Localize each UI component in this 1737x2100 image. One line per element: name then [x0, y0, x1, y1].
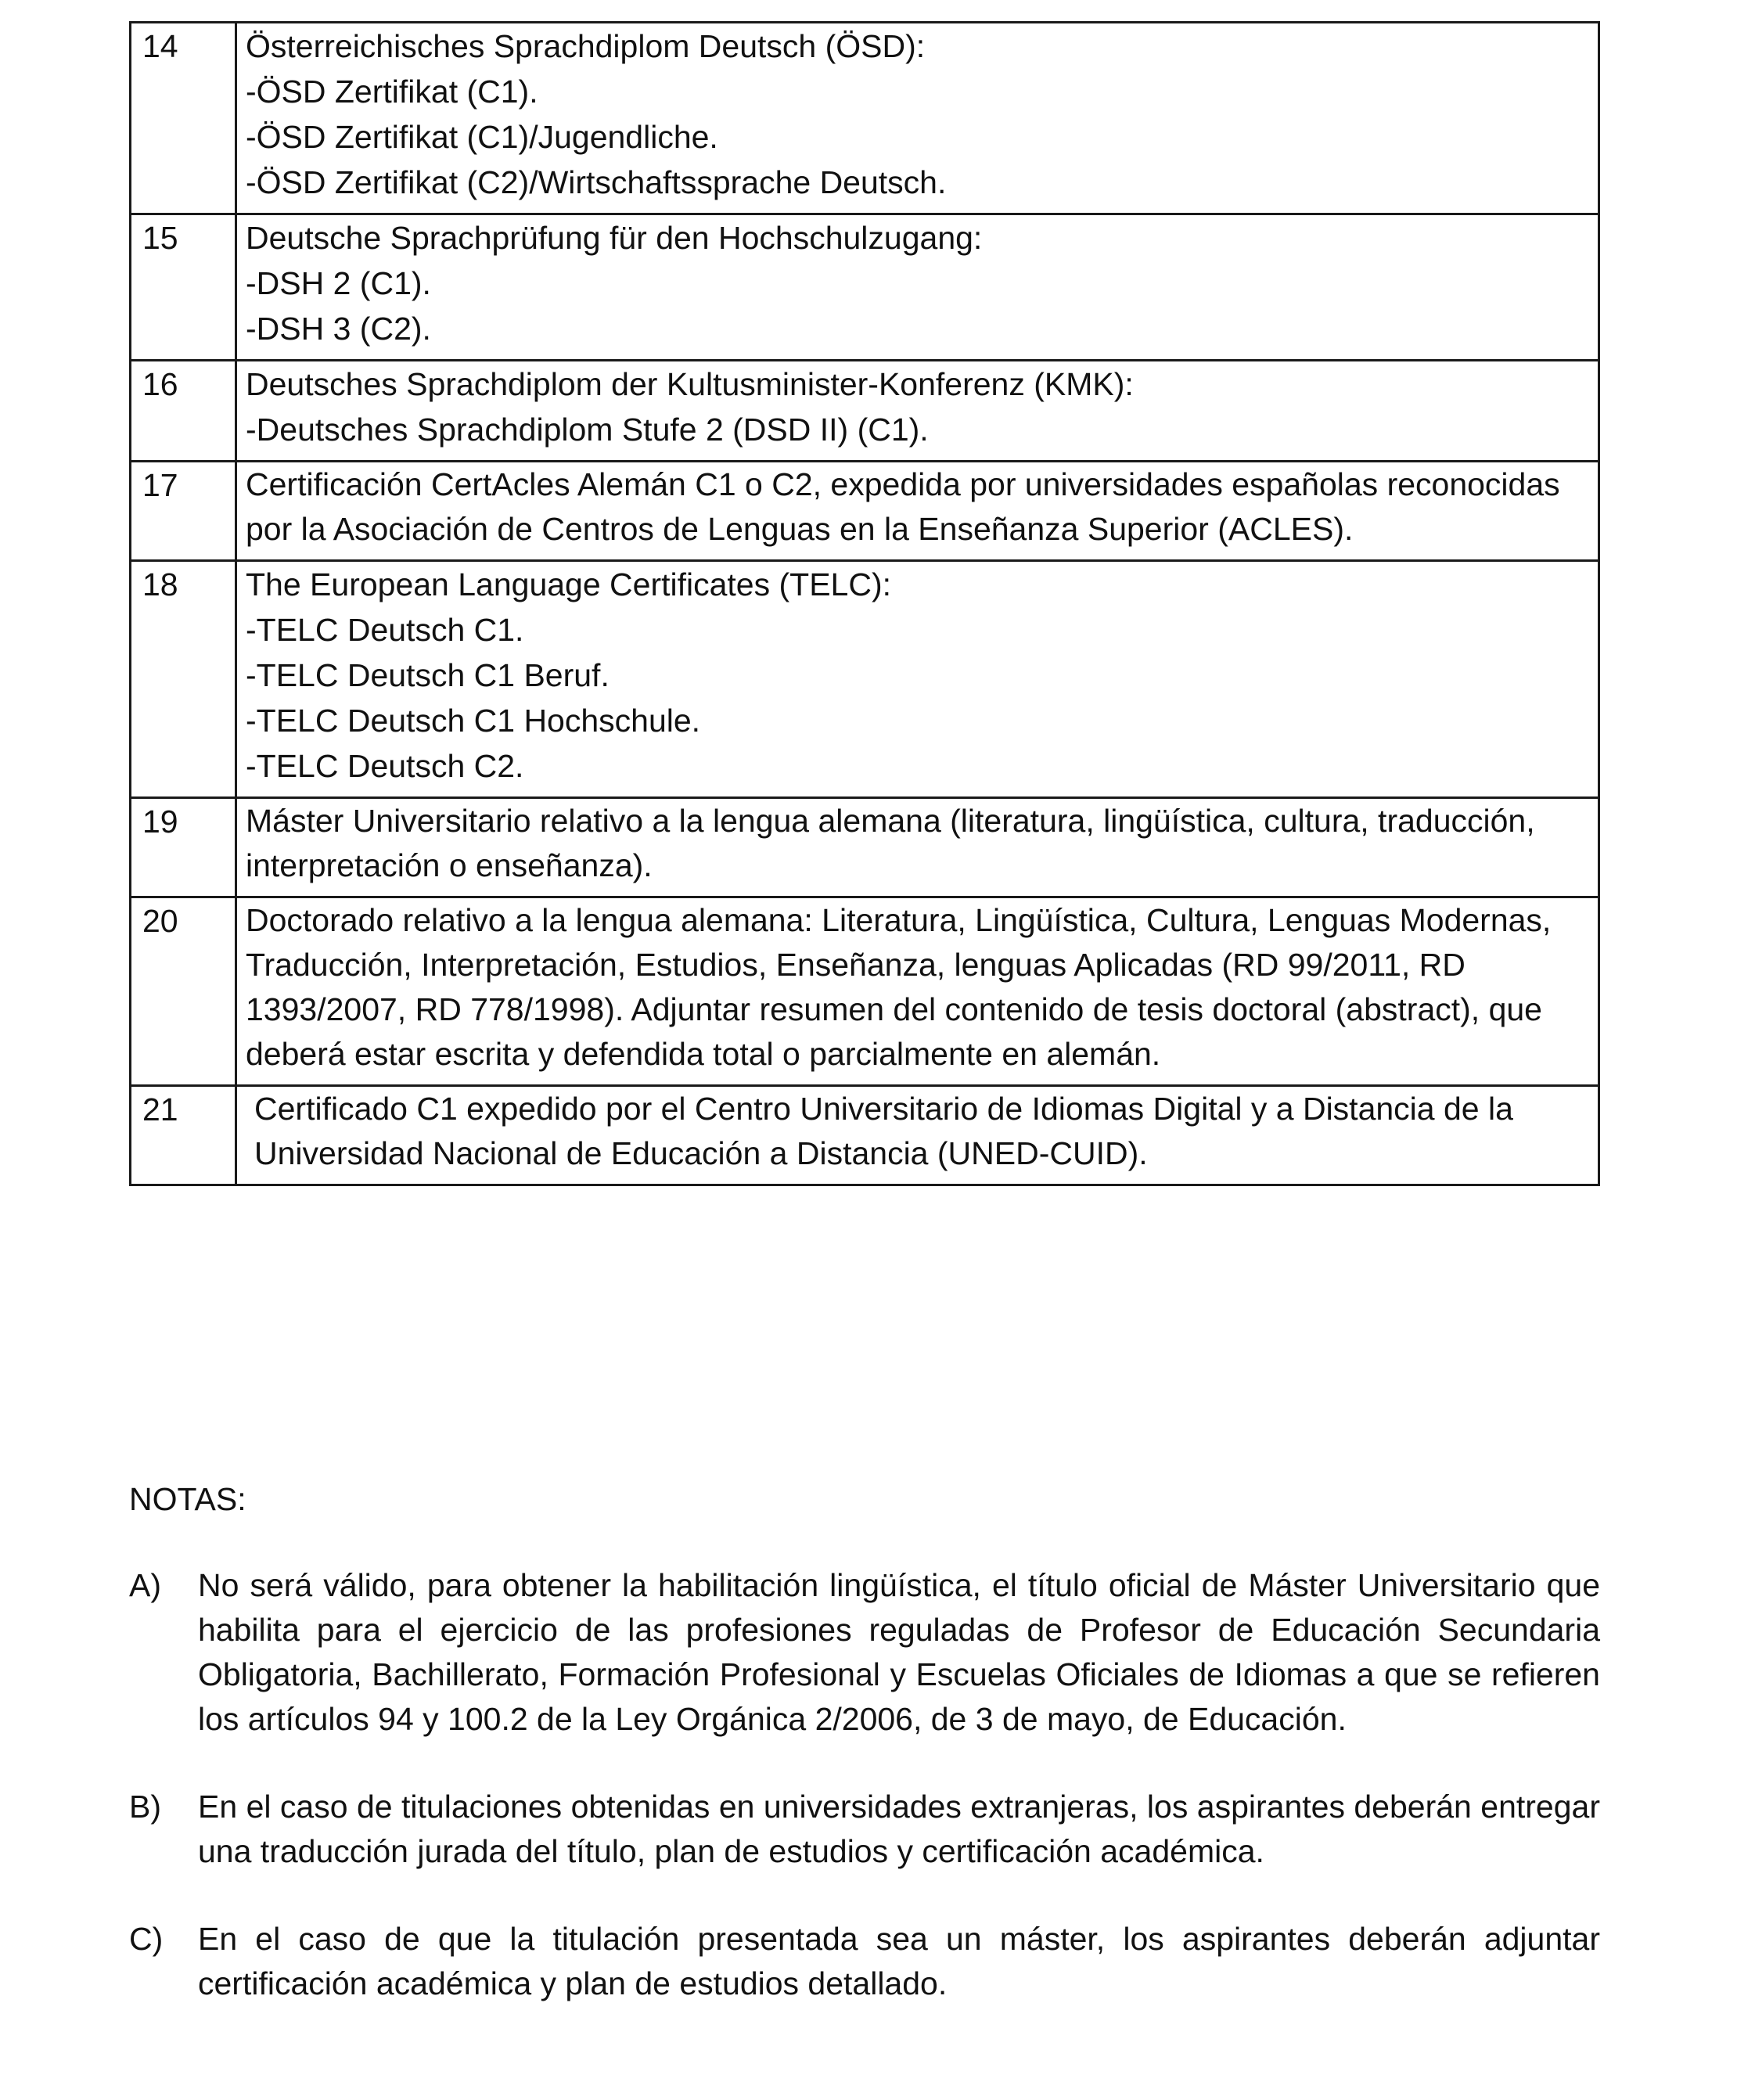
note-label: A): [129, 1567, 161, 1603]
note-label: C): [129, 1921, 164, 1957]
note-text: En el caso de que la titulación presentada sea un máster, los aspirantes deberán adjuntar certificación académica y plan de estudios detallado.: [198, 1921, 1600, 2001]
row-content: [236, 23, 1599, 214]
row-content: [236, 561, 1599, 798]
row-line: Deutsche Sprachprüfung für den Hochschulzugang:: [246, 220, 983, 256]
row-line: -TELC Deutsch C1 Hochschule.: [246, 703, 701, 739]
row-text: Doctorado relativo a la lengua alemana: Literatura, Lingüística, Cultura, Lenguas Modernas, Traducción, Interpretación, Estudios, Enseñanza, lenguas Aplicadas (RD 99/2011, RD 1393/2007, RD 778/1998). Adjuntar resumen del contenido de tesis doctoral (abstract), que deberá estar escrita y defendida total o parcialmente en alemán.: [246, 902, 1552, 1072]
note-item: [129, 1917, 1600, 2006]
row-number: 21: [131, 1086, 236, 1185]
row-number: 17: [131, 462, 236, 561]
row-line: -TELC Deutsch C1.: [246, 612, 524, 648]
row-content: [236, 1086, 1599, 1185]
note-item: [129, 1563, 1600, 1742]
row-content: [236, 361, 1599, 462]
table-row: [131, 798, 1599, 897]
row-content: [236, 214, 1599, 361]
row-line: -ÖSD Zertifikat (C1)/Jugendliche.: [246, 119, 718, 155]
row-line: -TELC Deutsch C1 Beruf.: [246, 657, 610, 693]
note-text: No será válido, para obtener la habilitación lingüística, el título oficial de Máster Universitario que habilita para el ejercicio de las profesiones reguladas de Profesor de Educación Secundaria Obligatoria, Bachillerato, Formación Profesional y Escuelas Oficiales de Idiomas a que se refieren los artículos 94 y 100.2 de la Ley Orgánica 2/2006, de 3 de mayo, de Educación.: [198, 1567, 1600, 1737]
note-item: [129, 1785, 1600, 1874]
row-content: [236, 897, 1599, 1086]
table-row: [131, 214, 1599, 361]
table-row: [131, 462, 1599, 561]
row-line: -ÖSD Zertifikat (C2)/Wirtschaftssprache Deutsch.: [246, 164, 947, 200]
table-row: [131, 361, 1599, 462]
row-line: -Deutsches Sprachdiplom Stufe 2 (DSD II) (C1).: [246, 412, 929, 448]
row-text: Certificación CertAcles Alemán C1 o C2, expedida por universidades españolas reconocidas por la Asociación de Centros de Lenguas en la Enseñanza Superior (ACLES).: [246, 466, 1560, 547]
row-line: The European Language Certificates (TELC):: [246, 566, 892, 602]
row-number: 15: [131, 214, 236, 361]
row-text: Máster Universitario relativo a la lengua alemana (literatura, lingüística, cultura, traducción, interpretación o enseñanza).: [246, 803, 1535, 883]
table-row: [131, 23, 1599, 214]
row-line: -ÖSD Zertifikat (C1).: [246, 74, 538, 110]
row-line: -DSH 2 (C1).: [246, 265, 431, 301]
row-line: -TELC Deutsch C2.: [246, 748, 524, 784]
row-number: 14: [131, 23, 236, 214]
row-number: 20: [131, 897, 236, 1086]
row-line: Österreichisches Sprachdiplom Deutsch (ÖSD):: [246, 28, 926, 64]
certificates-table: [129, 21, 1600, 1186]
table-row: [131, 1086, 1599, 1185]
table-row: [131, 561, 1599, 798]
table-row: [131, 897, 1599, 1086]
row-line: -DSH 3 (C2).: [246, 311, 431, 347]
notes-section: [129, 1477, 1600, 2049]
row-number: 16: [131, 361, 236, 462]
note-text: En el caso de titulaciones obtenidas en universidades extranjeras, los aspirantes deberán entregar una traducción jurada del título, plan de estudios y certificación académica.: [198, 1789, 1600, 1869]
row-number: 18: [131, 561, 236, 798]
row-content: [236, 798, 1599, 897]
row-line: Deutsches Sprachdiplom der Kultusminister-Konferenz (KMK):: [246, 366, 1134, 402]
note-label: B): [129, 1789, 161, 1825]
row-text: Certificado C1 expedido por el Centro Universitario de Idiomas Digital y a Distancia de la Universidad Nacional de Educación a Distancia (UNED-CUID).: [254, 1091, 1513, 1171]
row-number: 19: [131, 798, 236, 897]
notes-title: NOTAS:: [129, 1481, 246, 1517]
row-content: [236, 462, 1599, 561]
